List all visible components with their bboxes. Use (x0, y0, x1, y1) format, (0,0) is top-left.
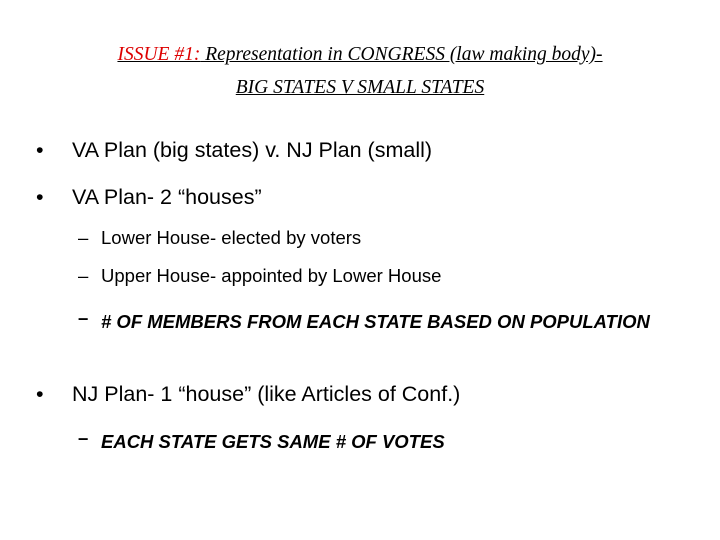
sub-text: Lower House- elected by voters (101, 227, 362, 248)
sub-marker: – (78, 427, 89, 448)
bullet-marker: • (36, 138, 44, 162)
bullet-marker: • (36, 185, 44, 209)
sub-text: Upper House- appointed by Lower House (101, 265, 442, 286)
bullet-marker: • (36, 382, 44, 406)
title-line-1-text: Representation in CONGRESS (law making body)- (200, 44, 603, 65)
title-issue-prefix: ISSUE #1: (117, 44, 201, 65)
sub-text: # OF MEMBERS FROM EACH STATE BASED ON POPULATION (101, 311, 650, 332)
sub-marker: – (78, 265, 89, 286)
bullet-text: VA Plan (big states) v. NJ Plan (small) (72, 138, 433, 162)
bullet-text: VA Plan- 2 “houses” (72, 185, 262, 209)
title-line-2: BIG STATES V SMALL STATES (235, 77, 485, 98)
sub-marker: – (78, 307, 89, 328)
sub-marker: – (78, 227, 89, 248)
bullet-text: NJ Plan- 1 “house” (like Articles of Conf.) (72, 382, 461, 406)
sub-text: EACH STATE GETS SAME # OF VOTES (101, 431, 445, 452)
